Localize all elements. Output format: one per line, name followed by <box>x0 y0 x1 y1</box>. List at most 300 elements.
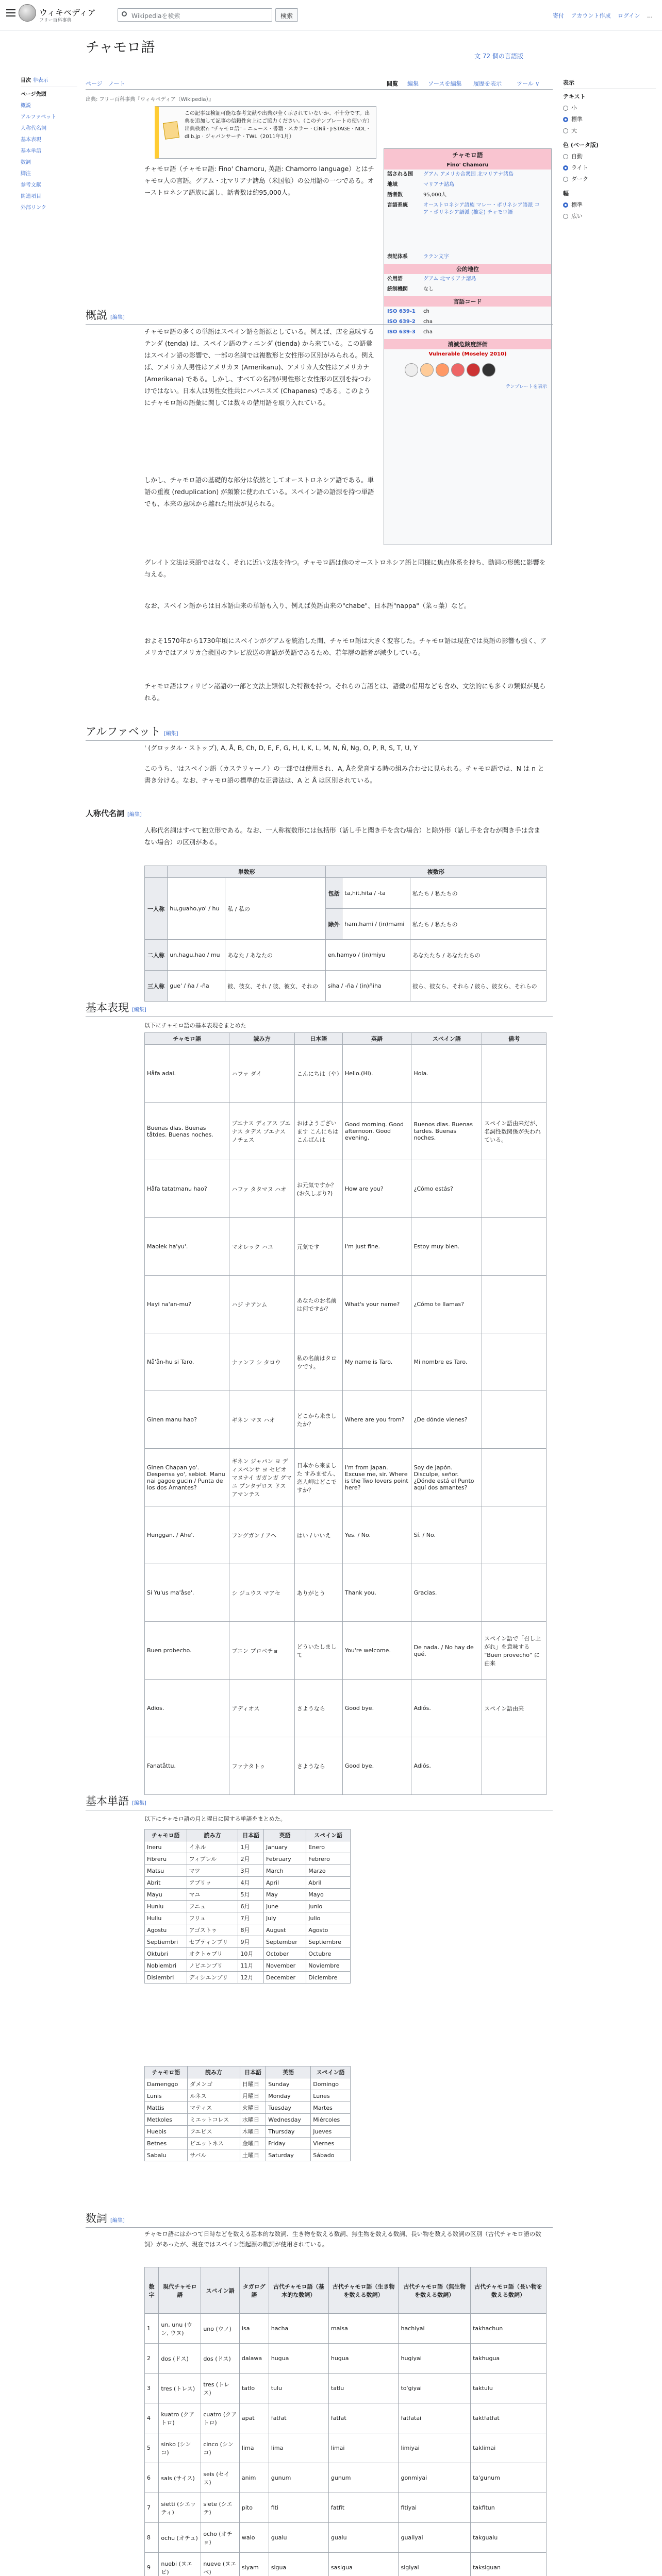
pronoun-table <box>144 866 547 1002</box>
table-cell: gonmiyai <box>399 2463 471 2493</box>
table-cell: 木曜日 <box>240 2126 266 2138</box>
width-heading: 幅 <box>563 190 569 197</box>
table-cell: to'giyai <box>399 2374 471 2403</box>
toc-heading: 目次 <box>21 78 31 83</box>
toc-item[interactable]: 外部リンク <box>21 205 46 211</box>
table-cell: Disiembri <box>145 1972 187 1984</box>
toc-item[interactable]: ページ先頭 <box>21 92 46 97</box>
table-of-contents <box>21 75 77 214</box>
table-cell: Octubre <box>306 1948 351 1960</box>
edit-link[interactable]: [編集] <box>163 731 178 737</box>
toc-item[interactable]: 人称代名詞 <box>21 126 46 131</box>
site-header <box>0 0 662 31</box>
table-cell: ナァンフ シ タロウ <box>229 1333 294 1391</box>
infobox-value[interactable]: グアム アメリカ合衆国 北マリアナ諸島 <box>423 172 514 177</box>
more-icon[interactable]: … <box>647 12 653 19</box>
table-cell: シ ジュウス マアセ <box>229 1564 294 1622</box>
table-row <box>145 1972 351 1984</box>
column-header: スペイン語 <box>306 1829 351 1841</box>
table-cell: アゴストゥ <box>187 1924 238 1936</box>
table-cell: Adiós. <box>411 1737 482 1795</box>
table-cell <box>482 1449 547 1506</box>
table-cell: cuatro (クアトロ) <box>201 2403 240 2433</box>
column-header: 備考 <box>482 1033 547 1045</box>
table-cell: 8 <box>145 2523 159 2553</box>
table-row <box>145 2344 547 2374</box>
table-cell: 12月 <box>238 1972 264 1984</box>
table-cell <box>482 1333 547 1391</box>
infobox-section: 言語コード <box>384 296 551 307</box>
text-option[interactable]: 小 <box>563 103 656 114</box>
table-row <box>145 1889 351 1901</box>
tab-read[interactable]: 閲覧 <box>387 80 398 87</box>
phrases-table <box>144 1032 547 1795</box>
table-cell: あなたたち / あなたたちの <box>410 940 546 971</box>
edit-link[interactable]: [編集] <box>110 2218 125 2224</box>
table-cell: ギネン マヌ ハオ <box>229 1391 294 1449</box>
infobox-key: 話者数 <box>387 192 403 198</box>
width-option[interactable]: 広い <box>563 211 656 222</box>
column-header: 読み方 <box>229 1033 294 1045</box>
table-cell: nueve (ヌエベ) <box>201 2553 240 2576</box>
table-row <box>145 1160 547 1218</box>
table-cell: 私たち / 私たちの <box>410 909 546 940</box>
table-cell: Abrit <box>145 1877 187 1889</box>
table-cell: maisa <box>328 2314 399 2344</box>
table-cell: 日曜日 <box>240 2078 266 2090</box>
table-cell: pito <box>239 2493 269 2523</box>
table-cell: tres (トレス) <box>201 2374 240 2403</box>
toc-item[interactable]: 数詞 <box>21 160 31 165</box>
toc-item[interactable]: 脚注 <box>21 171 31 177</box>
table-cell <box>482 1506 547 1564</box>
table-cell: スペイン語由来だが、名詞性数関係が失われている。 <box>482 1103 547 1160</box>
table-cell: Håfa tatatmanu hao? <box>145 1160 229 1218</box>
table-cell: ブエン プロベチョ <box>229 1622 294 1680</box>
table-cell <box>482 1564 547 1622</box>
numbers-table <box>144 2267 547 2576</box>
table-cell <box>482 1737 547 1795</box>
table-row <box>145 2314 547 2344</box>
table-cell: Friday <box>266 2138 311 2149</box>
table-cell: フニュ <box>187 1901 238 1912</box>
table-row <box>145 1276 547 1333</box>
alphabet-letters: ' (グロッタル・ストップ), A, Å, B, Ch, D, E, F, G, H, I, K, L, M, N, Ñ, Ng, O, P, R, S, T, U, Y <box>144 744 418 752</box>
table-cell: nuebi (ヌエビ) <box>159 2553 201 2576</box>
table-cell: 9月 <box>238 1936 264 1948</box>
infobox-value[interactable]: マリアナ諸島 <box>423 182 454 188</box>
table-cell: takhachun <box>471 2314 547 2344</box>
column-header: 日本語 <box>240 2066 266 2078</box>
table-cell <box>482 1045 547 1103</box>
table-cell: Good morning. Good afternoon. Good evening. <box>342 1103 411 1160</box>
from-wikipedia: 出典: フリー百科事典『ウィキペディア（Wikipedia）』 <box>86 97 214 103</box>
infobox-value[interactable]: オーストロネシア語族 マレー・ポリネシア語派 コア・ポリネシア語派 (推定) チャモロ語 <box>423 202 540 215</box>
infobox-key[interactable]: ISO 639-2 <box>387 319 416 325</box>
table-cell: September <box>263 1936 306 1948</box>
table-row <box>145 1853 351 1865</box>
table-cell: Huliu <box>145 1912 187 1924</box>
pronoun-header: 複数形 <box>325 866 546 878</box>
table-cell: gunum <box>269 2463 328 2493</box>
table-cell: hachiyai <box>399 2314 471 2344</box>
table-cell: hugiyai <box>399 2344 471 2374</box>
table-row <box>145 1901 351 1912</box>
pronoun-header: 単数形 <box>168 866 326 878</box>
table-cell: siyam <box>239 2553 269 2576</box>
tab-edit[interactable]: 編集 <box>407 80 419 87</box>
width-option[interactable]: 標準 <box>563 199 656 211</box>
table-row <box>145 1564 547 1622</box>
color-option[interactable]: ライト <box>563 162 656 174</box>
table-cell: 7 <box>145 2493 159 2523</box>
infobox-value: なし <box>423 286 434 292</box>
infobox-value: 95,000人 <box>423 192 446 198</box>
table-cell <box>482 1218 547 1276</box>
table-cell: Metkoles <box>145 2114 188 2126</box>
table-cell: tres (トレス) <box>159 2374 201 2403</box>
table-cell: I'm just fine. <box>342 1218 411 1276</box>
tab-talk[interactable]: ノート <box>108 80 125 87</box>
column-header: 英語 <box>342 1033 411 1045</box>
overview-paragraph: チャモロ語はフィリピン諸語の一部と文法上類似した特徴を持つ。それらの言語とは、語彙の借用なども含め、文法的にも多くの類似が見られる。 <box>144 682 546 702</box>
infobox-key[interactable]: ISO 639-1 <box>387 309 416 314</box>
table-cell: マユ <box>187 1889 238 1901</box>
toc-item[interactable]: 関連項目 <box>21 194 41 199</box>
table-cell: ブエナス ディアス ブエナス タデス ブエナス ノチェス <box>229 1103 294 1160</box>
text-option[interactable]: 大 <box>563 125 656 137</box>
alphabet-text: このうち、'はスペイン語（カステリャーノ）の一部では使用され、A, Åを発音する時の組み合わせに見られる。チャモロ語では、N は n と書き分ける。なお、チャモロ語の標準的な正書法は、A と Å は区別されている。 <box>144 765 544 784</box>
table-cell: ¿Cómo estás? <box>411 1160 482 1218</box>
table-cell: アブリッ <box>187 1877 238 1889</box>
table-cell: sietti (シエッティ) <box>159 2493 201 2523</box>
table-cell: hacha <box>269 2314 328 2344</box>
table-cell: Thursday <box>266 2126 311 2138</box>
infobox-key: 言語系統 <box>387 202 408 208</box>
pronoun-row-label: 一人称 <box>145 878 168 940</box>
table-cell: 彼ら、彼女ら、それら / 彼ら、彼女ら、それらの <box>410 971 546 1002</box>
toc-hide-button[interactable]: 非表示 <box>32 78 48 83</box>
table-row <box>145 2078 351 2090</box>
table-cell: anim <box>239 2463 269 2493</box>
table-cell: isa <box>239 2314 269 2344</box>
table-cell: Tuesday <box>266 2102 311 2114</box>
table-cell: How are you? <box>342 1160 411 1218</box>
page-tabs <box>86 76 553 90</box>
table-row <box>145 1960 351 1972</box>
table-cell: ハジ ナアンム <box>229 1276 294 1333</box>
table-cell: taktfatfat <box>471 2403 547 2433</box>
table-cell: Yes. / No. <box>342 1506 411 1564</box>
table-cell: Hola. <box>411 1045 482 1103</box>
wikipedia-logo[interactable] <box>19 4 36 22</box>
table-row <box>145 2138 351 2149</box>
table-cell: ファナタトゥ <box>229 1737 294 1795</box>
table-cell: マティス <box>188 2102 240 2114</box>
table-header-row <box>145 2066 351 2078</box>
table-cell: 2 <box>145 2344 159 2374</box>
table-cell: 日本から来ました すみません、恋人岬はどこですか？ <box>294 1449 342 1506</box>
table-cell: August <box>263 1924 306 1936</box>
table-cell: 1 <box>145 2314 159 2344</box>
table-cell: Buen probecho. <box>145 1622 229 1680</box>
table-cell: Agostu <box>145 1924 187 1936</box>
table-cell: Sábado <box>311 2149 351 2161</box>
table-cell: takhugua <box>471 2344 547 2374</box>
table-cell: sinko (シンコ) <box>159 2433 201 2463</box>
table-row <box>145 1103 547 1160</box>
table-cell <box>482 1160 547 1218</box>
infobox-value[interactable]: ラテン文字 <box>423 254 449 260</box>
table-cell: ルネス <box>188 2090 240 2102</box>
table-cell: What's your name? <box>342 1276 411 1333</box>
table-cell: 6月 <box>238 1901 264 1912</box>
table-cell: Betnes <box>145 2138 188 2149</box>
column-header: 古代チャモロ語（基本的な数詞） <box>269 2267 328 2314</box>
table-cell: ¿Cómo te llamas? <box>411 1276 482 1333</box>
table-cell: 5 <box>145 2433 159 2463</box>
table-cell: ギネン ジャパン ヨ ディスペンサ ヨ セビオ マヌナイ ガガンガ グマ ニ プンタデロス ドス アマンテス <box>229 1449 294 1506</box>
table-cell: sasigua <box>328 2553 399 2576</box>
tab-tools[interactable]: ツール ∨ <box>517 80 540 87</box>
language-button[interactable]: 文 72 個の言語版 <box>474 53 523 60</box>
table-cell: ダメンゴ <box>188 2078 240 2090</box>
table-cell: Martes <box>311 2102 351 2114</box>
section-heading-alphabet: アルファベット [編集] <box>86 723 553 741</box>
column-header: チャモロ語 <box>145 1829 187 1841</box>
table-cell: gualu <box>328 2523 399 2553</box>
appearance-heading: 表示 <box>563 77 656 89</box>
edit-link[interactable]: [編集] <box>110 315 125 320</box>
table-cell: 元気です <box>294 1218 342 1276</box>
toc-item[interactable]: 基本単語 <box>21 148 41 154</box>
table-cell: Julio <box>306 1912 351 1924</box>
table-cell: Huebis <box>145 2126 188 2138</box>
text-size-heading: テキスト <box>563 93 586 100</box>
table-cell: seis (セイス) <box>201 2463 240 2493</box>
section-heading-words: 基本単語 [編集] <box>86 1793 553 1810</box>
table-cell: 除外 <box>325 909 342 940</box>
intro-paragraph: チャモロ語（チャモロ語: Fino' Chamoru, 英語: Chamorro language）とはチャモロ人の言語。グアム・北マリアナ諸島（米国領）の公用語の一つである。オーストロネシア語族に属し、話者数は約95,000人。 <box>144 165 374 196</box>
table-cell: You're welcome. <box>342 1622 411 1680</box>
column-header: チャモロ語 <box>145 1033 229 1045</box>
table-cell: Huniu <box>145 1901 187 1912</box>
table-cell: Febrero <box>306 1853 351 1865</box>
table-cell: fatfat <box>328 2403 399 2433</box>
column-header: タガログ語 <box>239 2267 269 2314</box>
table-cell: siete (シエテ) <box>201 2493 240 2523</box>
tab-history[interactable]: 履歴を表示 <box>473 80 502 87</box>
table-cell: sais (サイス) <box>159 2463 201 2493</box>
table-cell: Lunes <box>311 2090 351 2102</box>
table-cell: 8月 <box>238 1924 264 1936</box>
infobox-value: ch <box>423 309 429 314</box>
table-cell: Gracias. <box>411 1564 482 1622</box>
table-row <box>145 1841 351 1853</box>
table-cell: あなたのお名前は何ですか？ <box>294 1276 342 1333</box>
table-row <box>145 1936 351 1948</box>
table-cell: cinco (シンコ) <box>201 2433 240 2463</box>
table-row <box>145 1680 547 1737</box>
days-table <box>144 2066 351 2161</box>
table-cell: 土曜日 <box>240 2149 266 2161</box>
table-cell: Hello.(Hi). <box>342 1045 411 1103</box>
infobox-key[interactable]: ISO 639-3 <box>387 329 416 335</box>
table-cell: dalawa <box>239 2344 269 2374</box>
table-cell: ocho (オチョ) <box>201 2523 240 2553</box>
color-option[interactable]: ダーク <box>563 174 656 185</box>
table-row <box>145 2149 351 2161</box>
table-cell: tatlu <box>328 2374 399 2403</box>
infobox-section: 消滅危険度評価 <box>384 339 551 349</box>
table-row <box>145 1948 351 1960</box>
edit-link[interactable]: [編集] <box>132 1801 146 1806</box>
table-cell: gue' / ña / -ña <box>168 971 225 1002</box>
login-link[interactable]: ログイン <box>618 12 640 19</box>
table-cell: Thank you. <box>342 1564 411 1622</box>
table-row <box>145 2433 547 2463</box>
toc-item[interactable]: アルファベット <box>21 114 57 120</box>
table-cell: 月曜日 <box>240 2090 266 2102</box>
table-row <box>145 1912 351 1924</box>
toc-item[interactable]: 概説 <box>21 103 31 109</box>
overview-paragraph: グレイト文法は英語ではなく、それに近い文法を持つ。チャモロ語は他のオーストロネシア語と同様に焦点体系を持ち、動詞の形態に影響を与える。 <box>144 558 546 578</box>
edit-link[interactable]: [編集] <box>132 1007 146 1013</box>
table-cell: Monday <box>266 2090 311 2102</box>
table-cell: Soy de Japón. Disculpe, señor. ¿Dónde está el Punto aquí dos amantes? <box>411 1449 482 1506</box>
table-header-row <box>145 2267 547 2314</box>
table-cell: December <box>263 1972 306 1984</box>
table-cell: Septiembri <box>145 1936 187 1948</box>
table-cell: kuatro (クアトロ) <box>159 2403 201 2433</box>
column-header: 古代チャモロ語（長い物を数える数詞） <box>471 2267 547 2314</box>
infobox-value[interactable]: グアム 北マリアナ諸島 <box>423 276 476 282</box>
table-cell: あなた / あなたの <box>225 940 325 971</box>
color-option[interactable]: 自動 <box>563 151 656 162</box>
table-cell: ochu (オチュ) <box>159 2523 201 2553</box>
table-cell: uno (ウノ) <box>201 2314 240 2344</box>
endangerment-scale <box>384 359 551 381</box>
table-row <box>145 2102 351 2114</box>
column-header: 英語 <box>266 2066 311 2078</box>
table-cell: My name is Taro. <box>342 1333 411 1391</box>
table-cell: April <box>263 1877 306 1889</box>
table-cell: Noviembre <box>306 1960 351 1972</box>
table-cell: マオレック ハユ <box>229 1218 294 1276</box>
table-cell: 私たち / 私たちの <box>410 878 546 909</box>
edit-link[interactable]: [編集] <box>127 812 142 818</box>
pronoun-row-label: 三人称 <box>145 971 168 1002</box>
search-input[interactable]: Wikipediaを検索 <box>118 8 272 22</box>
column-header: スペイン語 <box>201 2267 240 2314</box>
table-cell: Damenggo <box>145 2078 188 2090</box>
table-cell <box>482 1391 547 1449</box>
donate-link[interactable]: 寄付 <box>553 12 565 19</box>
section-heading-numbers: 数詞 [編集] <box>86 2210 553 2228</box>
infobox-template-link[interactable]: テンプレートを表示 <box>505 384 547 389</box>
table-cell: lima <box>269 2433 328 2463</box>
tab-edit-source[interactable]: ソースを編集 <box>428 80 462 87</box>
table-cell: dos (ドス) <box>201 2344 240 2374</box>
overview-paragraph: チャモロ語の多くの単語はスペイン語を語源としている。例えば、店を意味するテンダ (tenda) は、スペイン語のティエンダ (tienda) から来ている。この語彙はスペイン語の影響で、一部の名詞では複数形と女性形の区別がみられる。例えば、アメリカ人男性はアメリカヌ (Amerikanu)、アメリカ人女性はアメリカナ (Amerikana) である。しかし、すべての名詞が男性形と女性形の区別を持つわけではない。日本人は男性女性共にハパニスズ (Chapanes) である。このようにチャモロ語の語彙に関しては数々の借用語を取り入れている。 <box>144 328 374 406</box>
table-cell: limai <box>328 2433 399 2463</box>
table-row <box>145 2090 351 2102</box>
table-cell: Håfa adai. <box>145 1045 229 1103</box>
table-cell: スペイン語で「召し上がれ」を意味する "Buen provecho" に由来 <box>482 1622 547 1680</box>
book-icon <box>163 121 179 140</box>
table-cell: ham,hami / (in)mami <box>342 909 410 940</box>
table-cell: gunum <box>328 2463 399 2493</box>
table-row <box>145 1045 547 1103</box>
site-tagline: フリー百科事典 <box>39 18 72 23</box>
table-cell: 7月 <box>238 1912 264 1924</box>
table-row <box>145 1333 547 1391</box>
table-cell: gualu <box>269 2523 328 2553</box>
table-cell: July <box>263 1912 306 1924</box>
search-button[interactable]: 検索 <box>275 8 298 22</box>
color-heading: 色 (ベータ版) <box>563 142 599 148</box>
table-cell: どういたしまして <box>294 1622 342 1680</box>
pronoun-intro: 人称代名詞はすべて独立形である。なお、一人称複数形には包括形（話し手と聞き手を含む場合）と除外形（話し手を含むが聞き手は含まない場合）の区別がある。 <box>144 826 540 846</box>
words-intro: 以下にチャモロ語の月と曜日に関する単語をまとめた。 <box>144 1816 286 1822</box>
table-cell: 2月 <box>238 1853 264 1865</box>
infobox <box>384 148 552 545</box>
table-cell: January <box>263 1841 306 1853</box>
phrases-intro: 以下にチャモロ語の基本表現をまとめた <box>144 1022 246 1029</box>
toc-item[interactable]: 基本表現 <box>21 137 41 143</box>
toc-item[interactable]: 参考文献 <box>21 182 41 188</box>
table-row <box>145 1737 547 1795</box>
search-icon <box>122 11 127 16</box>
site-name[interactable]: ウィキペディア <box>39 8 96 18</box>
table-cell: hugua <box>269 2344 328 2374</box>
table-cell: 水曜日 <box>240 2114 266 2126</box>
table-cell: Septiembre <box>306 1936 351 1948</box>
table-cell: Matsu <box>145 1865 187 1877</box>
notice-text: この記事は検証可能な参考文献や出典が全く示されていないか、不十分です。出典を追加して記事の信頼性向上にご協力ください。（このテンプレートの使い方）出典検索?: "チャモロ語" – ニュース · 書籍 · スカラー · CiNii · J-STAGE · NDL · dlib.jp · ジャパンサーチ · TWL（2011年1月） <box>185 111 370 140</box>
table-row <box>145 2493 547 2523</box>
infobox-title: チャモロ語 <box>384 149 551 161</box>
table-cell: 9 <box>145 2553 159 2576</box>
table-cell: tatlo <box>239 2374 269 2403</box>
overview-paragraph: なお、スペイン語からは日本語由来の単語も入り、例えば英語由来の"chabe"、日本語"nappa"（菜っ葉）など。 <box>144 602 471 609</box>
table-cell: Marzo <box>306 1865 351 1877</box>
table-cell: Wednesday <box>266 2114 311 2126</box>
table-cell: ハファ ダイ <box>229 1045 294 1103</box>
text-option[interactable]: 標準 <box>563 114 656 125</box>
table-cell: 金曜日 <box>240 2138 266 2149</box>
table-cell: De nada. / No hay de qué. <box>411 1622 482 1680</box>
table-cell: さようなら <box>294 1737 342 1795</box>
table-row <box>145 1924 351 1936</box>
table-cell: Ineru <box>145 1841 187 1853</box>
column-header: 数字 <box>145 2267 159 2314</box>
table-cell: fatfit <box>328 2493 399 2523</box>
table-cell: フングガン / アヘ <box>229 1506 294 1564</box>
table-cell: Nå'ån-hu si Taro. <box>145 1333 229 1391</box>
table-cell: 彼、彼女、それ / 彼、彼女、それの <box>225 971 325 1002</box>
table-cell: February <box>263 1853 306 1865</box>
column-header: 読み方 <box>188 2066 240 2078</box>
main-menu-icon[interactable] <box>6 9 15 16</box>
table-cell: Si Yu'us ma'åse'. <box>145 1564 229 1622</box>
table-cell: 11月 <box>238 1960 264 1972</box>
table-cell <box>482 1276 547 1333</box>
table-cell: アディオス <box>229 1680 294 1737</box>
create-account-link[interactable]: アカウント作成 <box>571 12 611 19</box>
section-heading-phrases: 基本表現 [編集] <box>86 999 553 1017</box>
tab-article[interactable]: ページ <box>86 80 103 87</box>
